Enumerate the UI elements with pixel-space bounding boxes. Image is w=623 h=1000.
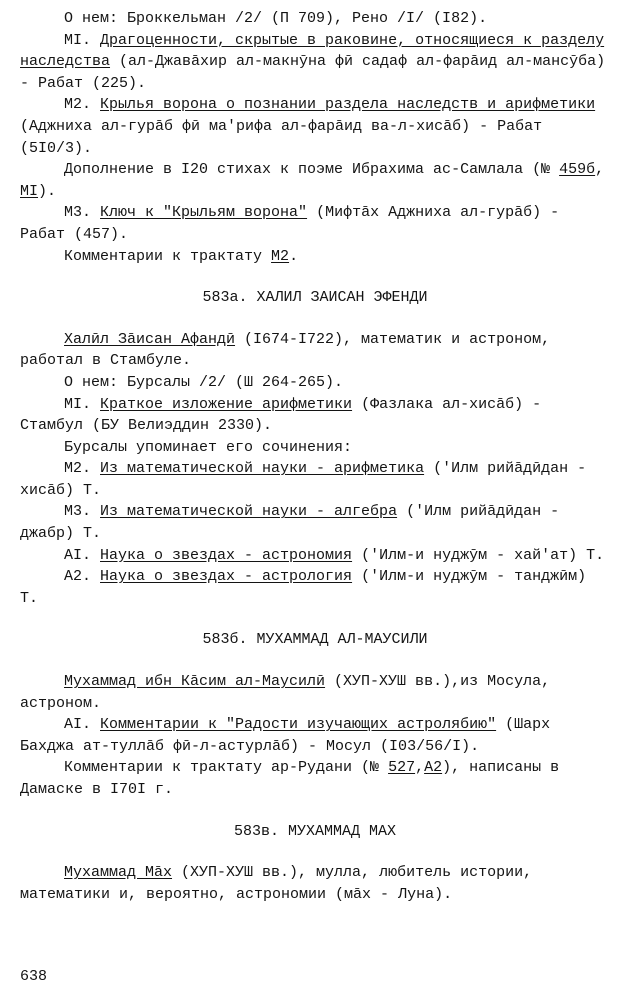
text: Комментарии к трактату [64, 247, 272, 265]
text: Комментарии к трактату ар-Рудани (№ [64, 759, 389, 777]
paragraph-supplement [20, 159, 610, 202]
work-details: (Фазлака ал-хисāб) - Стамбул (БУ Велиэддин 2330). [20, 395, 542, 435]
work-details: (Шарх Бахджа ат-туллāб фӣ-л-астурлāб) - Мосул (I03/56/I). [20, 716, 551, 755]
entry-code: M2. [64, 96, 101, 114]
work-title: Из математической науки - алгебра [100, 503, 398, 521]
work-details: (Аджниха ал-гурāб фӣ ма'рифа ал-фарāид ва-л-хисāб) - Рабат (5I0/3). [20, 117, 543, 157]
entry-code: A2. [64, 568, 101, 586]
work-entry-a2 [20, 566, 610, 609]
work-details: (ал-Джавāхир ал-макнӯна фӣ садаф ал-фарāид ал-мансӯба) - Рабат (225). [20, 53, 606, 92]
work-entry-a1 [20, 714, 610, 757]
cross-reference: A2 [424, 759, 443, 777]
entry-code: MI. [64, 31, 101, 49]
author-intro [20, 671, 610, 714]
author-name: Халӣл Зāисан Афандӣ [64, 330, 236, 348]
work-entry-m2 [20, 458, 610, 501]
paragraph-references [20, 372, 610, 394]
text: , [415, 759, 425, 777]
work-title: Наука о звездах - астрология [100, 568, 353, 586]
author-details: (I674-I722), математик и астроном, работал в Стамбуле. [20, 330, 551, 370]
work-entry-m1 [20, 30, 610, 95]
work-entry-m1 [20, 394, 610, 437]
author-details: (ХУП-ХУШ вв.),из Мосула, астроном. [20, 673, 551, 712]
work-entry-m3 [20, 202, 610, 245]
work-details: ('Илм-и нуджӯм - танджӣм) Т. [20, 568, 587, 607]
work-entry-a1 [20, 545, 610, 567]
work-title: Краткое изложение арифметики [100, 395, 353, 413]
paragraph-references [20, 8, 610, 30]
author-name: Мухаммад Мāх [64, 864, 173, 882]
work-title: Ключ к "Крыльям ворона" [100, 204, 308, 222]
text: О нем: Бурсалы /2/ (Ш 264-265). [64, 373, 344, 391]
entry-code: M3. [64, 204, 101, 222]
author-name: Мухаммад ибн Кāсим ал-Маусилӣ [64, 673, 326, 691]
paragraph-commentary [20, 246, 610, 268]
text: Дополнение в I20 стихах к поэме Ибрахима ас-Самлала (№ [64, 161, 560, 179]
work-details: ('Илм рийāдӣдан - хисāб) Т. [20, 460, 587, 499]
work-title: Комментарии к "Радости изучающих астролябию" [100, 716, 497, 734]
paragraph-mentions [20, 437, 610, 459]
author-intro [20, 862, 610, 905]
text: ). [38, 182, 57, 200]
cross-reference: M2 [271, 247, 290, 265]
work-title: Из математической науки - арифметика [100, 460, 425, 478]
work-title: Наука о звездах - астрономия [100, 546, 353, 564]
text: . [289, 247, 299, 265]
entry-code: AI. [64, 546, 101, 564]
work-details: ('Илм рийāдӣдан - джабр) Т. [20, 503, 560, 543]
paragraph-commentary [20, 757, 610, 800]
work-title: Драгоценности, скрытые в раковине, относящиеся к разделу наследства [20, 31, 605, 71]
work-title: Крылья ворона о познании раздела наследств и арифметики [100, 96, 596, 114]
work-entry-m3 [20, 501, 610, 544]
cross-reference: 527 [388, 759, 416, 777]
author-details: (ХУП-ХУШ вв.), мулла, любитель истории, математики и, вероятно, астрономии (мāх - Луна). [20, 864, 533, 903]
cross-reference: MI [20, 182, 39, 200]
section-heading-583a: 583а. ХАЛИЛ ЗАИСАН ЭФЕНДИ [202, 289, 428, 307]
work-entry-m2 [20, 94, 610, 159]
work-details: ('Илм-и нуджӯм - хай'ат) Т. [352, 546, 605, 564]
document-page [20, 8, 610, 905]
work-details: (Мифтāх Аджниха ал-гурāб) - Рабат (457). [20, 204, 560, 243]
entry-code: MI. [64, 395, 101, 413]
entry-code: AI. [64, 716, 101, 734]
text: Бурсалы упоминает его сочинения: [64, 438, 353, 456]
page-number: 638 [20, 968, 48, 985]
text: , [595, 161, 605, 179]
section-heading-583v: 583в. МУХАММАД МАХ [233, 822, 397, 840]
section-heading-583b: 583б. МУХАММАД АЛ-МАУСИЛИ [202, 631, 428, 649]
text: О нем: Броккельман /2/ (П 709), Рено /I/ (I82). [64, 10, 488, 27]
author-intro [20, 329, 610, 372]
cross-reference: 459б [559, 161, 596, 179]
text: ), написаны в Дамаске в I70I г. [20, 759, 560, 798]
entry-code: M2. [64, 460, 101, 478]
entry-code: M3. [64, 503, 101, 521]
